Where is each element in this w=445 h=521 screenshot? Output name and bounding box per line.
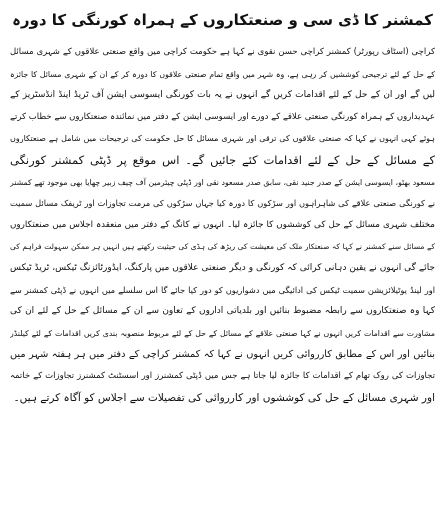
article-line: مختلف شہری مسائل کے حل کی کوششوں کا جائزہ لیا۔ انہوں نے کانگ کے دفتر میں منعقدہ اجلاس میں صنعتکاروں	[10, 219, 435, 230]
article-line: تجاوزات کی روک تھام کے اقدامات کا جائزہ لیا جاتا ہے جس میں ڈپٹی کمشنرز اور اسسٹنٹ کمشنرز تجاوزات کے خاتمہ	[10, 370, 435, 381]
article-line: ہوئے کہی انہوں نے کہا کہ صنعتی علاقوں کی ترقی اور شہری مسائل کا حل حکومت کی ترجیحات میں شامل ہے صنعتکاروں	[10, 134, 435, 144]
article-line: بنائیں اور اس کے مطابق کارروائی کریں انہوں نے کہا کہ کمشنر کراچی کے دفتر میں ہر ہفتہ شہر میں	[10, 349, 435, 361]
article-line: مشاورت سے اقدامات کریں انہوں نے کہا صنعتی علاقے کے مسائل کے حل کے لئے مربوط منصوبہ بندی کریں اقدامات کے لئے کیلنڈر	[10, 328, 435, 338]
article-line: کے مسائل سنے کمشنر نے کہا کہ صنعتکار ملک کی معیشت کی ریڑھ کی ہڈی کی حیثیت رکھتے ہیں انہیں ہر ممکن سہولت فراہم کی	[10, 242, 435, 252]
article-line: مسعود بھٹو، ایسوسی ایشن کے صدر جنید نقی، سابق صدر مسعود نقی اور ڈپٹی چیئرمین آف چیف زبیر چھایا بھی موجود تھے کمشنر	[10, 177, 435, 187]
article-line: لیں گے اور ان کے حل کے لئے اقدامات کریں گے انہوں نے یہ بات کورنگی ایسوسی ایشن آف ٹریڈ اینڈ انڈسٹریز کے	[10, 90, 435, 101]
article-line: کے حل کے لئے ترجیحی کوششیں کر رہی ہے، وہ شہر میں واقع تمام صنعتی علاقوں کا دورہ کر کے ان کے شہری مسائل کا جائزہ	[10, 69, 435, 79]
article-line: کہا وہ صنعتکاروں سے رابطہ مضبوط بنائیں اور بلدیاتی اداروں کے تعاون سے ان کے مسائل کے حل کے لئے ان کی	[10, 306, 435, 317]
article-line: عہدیداروں کے ہمراہ کورنگی صنعتی علاقے کے دورے اور ایسوسی ایشن کے دفتر میں نمائندہ صنعتکاروں سے خطاب کرتے	[10, 111, 435, 122]
article-headline: کمشنر کا ڈی سی و صنعتکاروں کے ہمراہ کورنگی کا دورہ	[12, 11, 433, 29]
article-line: کے مسائل کے حل کے لئے اقدامات کئے جائیں گے۔ اس موقع پر ڈپٹی کمشنر کورنگی	[10, 152, 435, 167]
article-line: نے کورنگی صنعتی علاقے کی شاہراہوں اور سڑکوں کا دورہ کیا جہاں سڑکوں کی مرمت تجاوزات اور ٹریفک مسائل سمیت	[10, 198, 435, 209]
article-line: کراچی (اسٹاف رپورٹر) کمشنر کراچی حسن نقوی نے کہا ہے حکومت کراچی میں واقع صنعتی علاقوں کے شہری مسائل	[10, 47, 435, 57]
article-body	[10, 42, 435, 409]
article-line: اور لینڈ یوٹیلائزیشن سمیت ٹیکس کی ادائیگی میں دشواریوں کو دور کیا جائے گا اس سلسلے میں انہوں نے ڈپٹی کمشنر سے	[10, 284, 435, 295]
article-line: اور شہری مسائل کے حل کی کوششوں اور کارروائی کی تفصیلات سے اجلاس کو آگاہ کرتے ہیں۔	[13, 391, 435, 404]
article-line: جائے گی انہوں نے یقین دہانی کرائی کہ کورنگی و دیگر صنعتی علاقوں میں پارکنگ، ایڈورٹائزنگ ٹیکس، ٹریڈ ٹیکس	[10, 262, 435, 273]
